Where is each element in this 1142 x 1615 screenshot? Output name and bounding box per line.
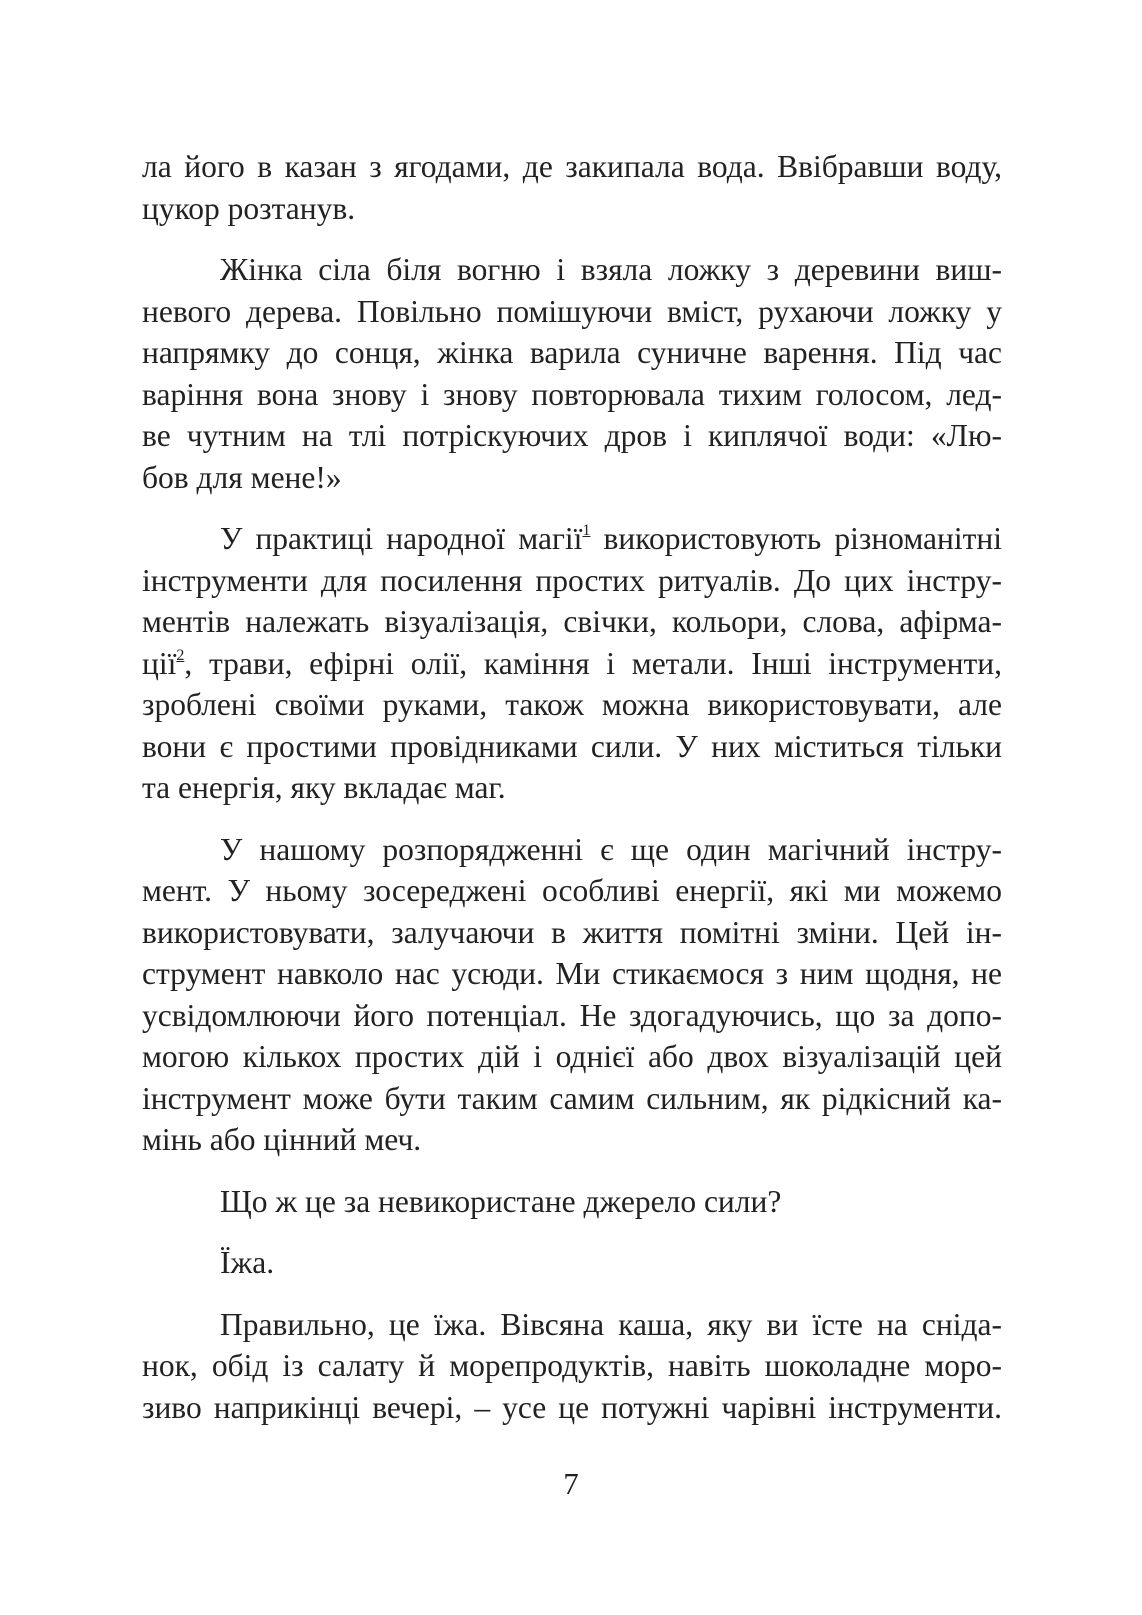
text-line: Їжа. xyxy=(220,1245,275,1280)
page-number: 7 xyxy=(563,1466,579,1501)
paragraph-question xyxy=(142,1181,1002,1223)
paragraph-answer xyxy=(142,1242,1002,1284)
text-line: напрямку до сонця, жінка варила суничне варення. Під час xyxy=(142,335,1002,370)
text-line: Що ж це за невикористане джерело сили? xyxy=(220,1183,782,1219)
text-line: зиво наприкінці вечері, – усе це потужні чарівні інструменти. xyxy=(142,1389,1002,1425)
text-line: варіння вона знову і знову повторювала тихим голосом, лед- xyxy=(142,376,1002,412)
paragraph-food-examples xyxy=(142,1304,1002,1429)
page-text-body xyxy=(142,146,1002,1448)
text-segment: використовують різноманітні xyxy=(590,521,1003,556)
text-line: ве чутним на тлі потріскуючих дров і киплячої води: «Лю- xyxy=(142,418,1002,453)
text-line: зроблені своїми руками, також можна використовувати, але xyxy=(142,687,1002,722)
text-line: бов для мене!» xyxy=(142,459,342,495)
text-line xyxy=(142,518,1002,560)
text-line: ментів належать візуалізація, свічки, кольори, слова, афірма- xyxy=(142,604,1002,639)
text-line: мінь або цінний меч. xyxy=(142,1122,422,1157)
footnote-reference[interactable]: 2 xyxy=(176,646,185,664)
paragraph-folk-magic-tools xyxy=(142,518,1002,809)
text-line: У нашому розпорядженні є ще один магічний інстру- xyxy=(220,831,1002,867)
text-line: струмент навколо нас усюди. Ми стикаємося з ним щодня, не xyxy=(142,956,1002,991)
text-line: цукор розтанув. xyxy=(142,190,356,226)
text-segment: У практиці народної магії xyxy=(220,521,583,556)
text-line: інструменти для посилення простих ритуалів. До цих інстру- xyxy=(142,562,1002,598)
text-line: вони є простими провідниками сили. У них міститься тільки xyxy=(142,728,1002,764)
paragraph-continuation xyxy=(142,146,1002,229)
text-line xyxy=(142,643,1002,685)
paragraph-woman-by-fire xyxy=(142,249,1002,498)
footnote-reference[interactable]: 1 xyxy=(582,522,591,539)
text-line: ла його в казан з ягодами, де закипала вода. Ввібравши воду, xyxy=(142,149,1002,184)
text-line: інструмент може бути таким самим сильним, як рідкісний ка- xyxy=(142,1080,1002,1116)
text-line: могою кількох простих дій і однієї або двох візуалізацій цей xyxy=(142,1039,1002,1074)
text-segment: , трави, ефірні олії, каміння і метали. Інші інструменти, xyxy=(184,645,1002,681)
text-line: Правильно, це їжа. Вівсяна каша, яку ви їсте на сніда- xyxy=(220,1306,1002,1342)
text-line: нок, обід із салату й морепродуктів, навіть шоколадне моро- xyxy=(142,1348,1002,1383)
text-line: та енергія, яку вкладає маг. xyxy=(142,770,506,805)
text-line: мент. У ньому зосереджені особливі енергії, які ми можемо xyxy=(142,873,1002,908)
text-line: використовувати, залучаючи в життя помітні зміни. Цей ін- xyxy=(142,914,1002,950)
paragraph-magic-instrument xyxy=(142,829,1002,1161)
text-line: Жінка сіла біля вогню і взяла ложку з деревини виш- xyxy=(220,252,1002,287)
text-segment: ції xyxy=(142,645,177,681)
text-line: усвідомлюючи його потенціал. Не здогадуючись, що за допо- xyxy=(142,997,1002,1033)
text-line: невого дерева. Повільно помішуючи вміст, рухаючи ложку у xyxy=(142,293,1002,329)
